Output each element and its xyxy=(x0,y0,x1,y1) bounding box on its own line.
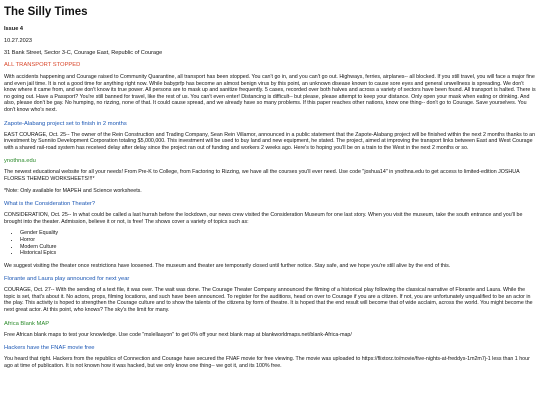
article-heading-zapote: Zapote-Alabang project set to finish in 2 months xyxy=(4,120,127,127)
article-body-zapote: EAST COURAGE, Oct. 25-- The owner of the Rein Construction and Trading Company, Sean Rein Villamor, announced in a public statement that the Zapote-Alabang project will be finished within the next 2 months thanks to an investment by Sunniio Development Corporation totaling $5,000,000. This investment will be used to buy land and new equipment, he stated. The project, aimed at improving the transport links between East and West Courage with a shared rail-road system has received delay after delay since the project ran out of funding and workers 2 weeks ago. Here's to hoping you'll be on a train to the West in the next 2 months or so. xyxy=(4,131,536,151)
article-heading-florante: Florante and Laura play announced for next year xyxy=(4,276,130,283)
theater-topics-list xyxy=(4,230,536,256)
ad-heading-africa-map: Africa Blank MAP xyxy=(4,320,50,327)
address: 31 Bank Street, Sector 3-C, Courage East, Republic of Courage xyxy=(4,50,163,56)
issue-date: 10.27.2023 xyxy=(4,38,32,44)
article-closing-theater: We suggest visiting the theater once restrictions have loosened. The museum and theater are temporarily closed until further notice. Stay safe, and we hope you're still alive by the end of this. xyxy=(4,262,451,269)
article-heading-theater: What is the Consideration Theater? xyxy=(4,201,96,208)
article-body-theater: CONSIDERATION, Oct. 25-- In what could be called a last hurrah before the lockdown, our news crew visited the Consideration Museum for one last story. When you visit the museum, take the south entrance and you'll be brought into the theater. Admission, believe it or not, is free! The shows cover a variety of topics such as: xyxy=(4,212,523,225)
ad-body-africa-map: Free African blank maps to test your knowledge. Use code "mslellaayon" to get 0% off your next blank map at blankworldmaps.net/blank-Africa-map/ xyxy=(4,331,352,338)
list-item: • Horror xyxy=(20,237,536,244)
article-heading-transport: ALL TRANSPORT STOPPED xyxy=(4,62,81,68)
list-item: • Historical Epics xyxy=(20,250,536,257)
article-heading-fnaf: Hackers have the FNAF movie free xyxy=(4,345,95,352)
article-body-fnaf: You heard that right. Hackers from the republics of Connection and Courage have secured the FNAF movie for free viewing. The movie was uploaded to https://flixtorz.to/movie/five-nights-at-freddys-1m2m7j-1 less than 1 hour ago at time of publication. It is not known how it was hacked, but we only know one thing-- we got it, and its 100% free. xyxy=(4,356,530,369)
issue-number: Issue 4 xyxy=(4,26,23,32)
list-item: • Modern Culture xyxy=(20,244,536,251)
article-body-transport: With accidents happening and Courage raised to Community Quarantine, all transport has been stopped. You can't go in, and you can't go out. Highways, ferries, airplanes-- all blocked. If you still travel, you will face a major fine and even jail time. It is not a good time for anything right now. While babyprfp has become an almost benign virus by this point, an unknown disease known to cause sore eyes and general unwellness is spreading. We don't know where it came from, and we don't know its true power. All persons are to mask up and sanitize frequently. 5 cases, recorded over both halves and across a variety of sectors have been found. All transport is halted. There is no going out. Have a Passport? You're still banned for travel, like the rest of us. You can't even enter! Distancing is difficult-- but please, please attempt to keep your distance. Only open your mask when eating or drinking. And also, please don't be gay. No humping, no rizzing, none of that. It could cause spread, and we already have so many problems. If this paper reaches other nations, know one thing-- don't go to Courage. Save yourselves. You don't know who's next. xyxy=(4,74,536,113)
newspaper-title: The Silly Times xyxy=(4,6,88,18)
article-body-florante: COURAGE, Oct. 27-- With the sending of a text file, it was over. The wait was done. The Courage Theater Company announced the filming of a historical play following the classical narrative of Florante and Laura. While the topic is set, that's about it. No actors, props, filming locations, and such have been announced. To register for the auditions, head on over to Courage if you are a citizen. If not, you are unfortunately unqualified to be an actor in the play. This activity is hoped to strengthen the Courage culture and to show the talents of the citizens by form of theatre. It is hoped that the end result will become that of wide acclaim, across the world. You might become the next great actor. At this point, who knows? The sky's the limit for many. xyxy=(4,287,533,314)
list-item: • Gender Equality xyxy=(20,230,536,237)
ad-heading-ynothna: ynothna.edu xyxy=(4,158,36,165)
ad-body-ynothna: The newest educational website for all your needs! From Pre-K to College, from Factoring to Rizzing, we have all the courses you'll ever need. Use code "joshua14" in ynothna.edu to get access to limited-edition JOSHUA FLORES THEMED WORKSHEETS!!!* xyxy=(4,169,520,182)
ad-note-ynothna: *Note: Only available for MAPEH and Science worksheets. xyxy=(4,187,142,194)
